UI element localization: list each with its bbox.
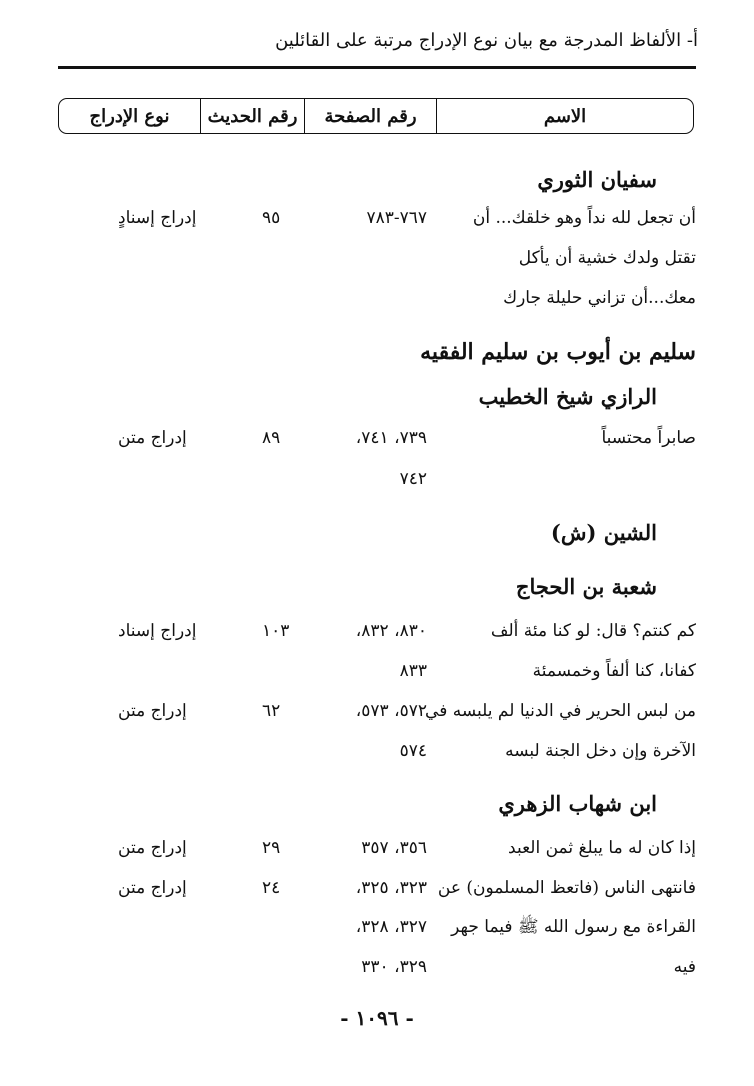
table-row: [0, 614, 754, 648]
entry-text: تقتل ولدك خشية أن يأكل: [518, 248, 696, 268]
table-row: [0, 871, 754, 905]
page-numbers: ٨٣٠، ٨٣٢،: [355, 621, 427, 641]
idraj-type: إدراج إسناد: [118, 621, 197, 641]
page-numbers: ٨٣٣: [399, 661, 427, 681]
entry-text: كفانا، كنا ألفاً وخمسمئة: [532, 661, 696, 681]
section-heading-row: [0, 380, 754, 414]
entry-text: إذا كان له ما يبلغ ثمن العبد: [508, 838, 696, 858]
table-row: [0, 281, 754, 315]
column-header-page: رقم الصفحة: [305, 99, 437, 133]
hadith-number: ١٠٣: [262, 621, 290, 641]
table-header: [58, 98, 694, 134]
hadith-number: ٨٩: [262, 428, 281, 448]
section-heading-row: [0, 787, 754, 821]
entry-text: فانتهى الناس (فاتعظ المسلمون) عن: [437, 878, 696, 898]
page-numbers: ٧٦٧-٧٨٣: [366, 208, 427, 228]
page-numbers: ٥٧٢، ٥٧٣،: [355, 701, 427, 721]
section-heading: ابن شهاب الزهري: [498, 791, 657, 816]
entry-text: من لبس الحرير في الدنيا لم يلبسه في: [425, 701, 696, 721]
table-row: [0, 241, 754, 275]
entry-text: أن تجعل لله نداً وهو خلقك... أن: [472, 208, 696, 228]
section-heading-row: [0, 335, 754, 369]
table-row: [0, 654, 754, 688]
column-header-name: الاسم: [543, 105, 587, 127]
hadith-number: ٢٩: [262, 838, 281, 858]
table-row: [0, 462, 754, 496]
table-row: [0, 910, 754, 944]
hadith-number: ٦٢: [262, 701, 281, 721]
idraj-type: إدراج متن: [118, 428, 187, 448]
idraj-type: إدراج إسنادٍ: [118, 208, 197, 228]
section-heading: الرازي شيخ الخطيب: [478, 384, 657, 409]
table-row: [0, 950, 754, 984]
idraj-type: إدراج متن: [118, 701, 187, 721]
page-numbers: ٧٣٩، ٧٤١،: [355, 428, 427, 448]
column-header-hadith: رقم الحديث: [201, 99, 305, 133]
page-numbers: ٣٢٣، ٣٢٥،: [355, 878, 427, 898]
page-numbers: ٥٧٤: [399, 741, 427, 761]
section-heading-row: [0, 570, 754, 604]
table-row: [0, 421, 754, 455]
entry-text: صابراً محتسباً: [601, 428, 696, 448]
page-numbers: ٣٢٩، ٣٣٠: [361, 957, 427, 977]
idraj-type: إدراج متن: [118, 838, 187, 858]
column-header-type: نوع الإدراج: [59, 99, 201, 133]
section-heading: شعبة بن الحجاج: [515, 574, 657, 599]
hadith-number: ٢٤: [262, 878, 281, 898]
entry-text: القراءة مع رسول الله ﷺ فيما جهر: [451, 917, 696, 937]
section-heading-row: [0, 163, 754, 197]
section-heading: سفيان الثوري: [537, 167, 657, 192]
section-heading-row: [0, 516, 754, 550]
running-header: أ- الألفاظ المدرجة مع بيان نوع الإدراج مرتبة على القائلين: [275, 30, 698, 51]
entry-text: فيه: [673, 957, 696, 977]
section-heading: سليم بن أيوب بن سليم الفقيه: [420, 339, 696, 365]
idraj-type: إدراج متن: [118, 878, 187, 898]
table-row: [0, 831, 754, 865]
page-number: - ١٠٩٦ -: [340, 1006, 414, 1030]
table-row: [0, 734, 754, 768]
entry-text: معك...أن تزاني حليلة جارك: [503, 288, 696, 308]
entry-text: الآخرة وإن دخل الجنة لبسه: [505, 741, 696, 761]
page-numbers: ٣٢٧، ٣٢٨،: [355, 917, 427, 937]
page-numbers: ٣٥٦، ٣٥٧: [361, 838, 427, 858]
page-numbers: ٧٤٢: [399, 469, 427, 489]
entry-text: كم كنتم؟ قال: لو كنا مئة ألف: [490, 621, 696, 641]
table-row: [0, 201, 754, 235]
hadith-number: ٩٥: [262, 208, 281, 228]
table-row: [0, 694, 754, 728]
header-rule: [58, 66, 696, 69]
section-heading: الشين (ش): [550, 520, 657, 545]
